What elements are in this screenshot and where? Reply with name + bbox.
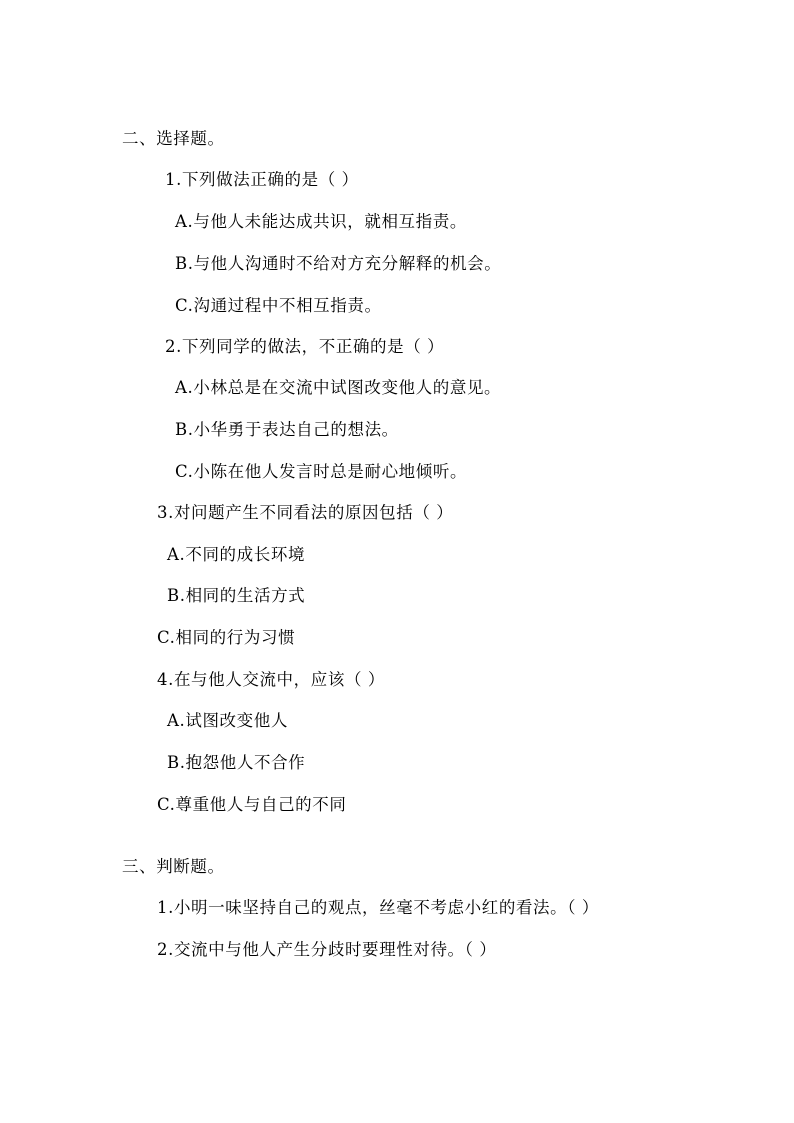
question-4-option-b: B.抱怨他人不合作 [167, 753, 306, 772]
question-2-option-c: C.小陈在他人发言时总是耐心地倾听。 [175, 462, 468, 481]
question-1-option-a: A.与他人未能达成共识，就相互指责。 [175, 212, 467, 231]
question-4-stem: 4.在与他人交流中，应该（ ） [157, 670, 385, 689]
question-2-option-b: B.小华勇于表达自己的想法。 [175, 420, 399, 439]
section-heading-judgement: 三、判断题。 [122, 857, 225, 876]
question-1-option-b: B.与他人沟通时不给对方充分解释的机会。 [175, 254, 502, 273]
question-3-option-c: C.相同的行为习惯 [157, 628, 296, 647]
question-4-option-c: C.尊重他人与自己的不同 [157, 795, 347, 814]
question-2-option-a: A.小林总是在交流中试图改变他人的意见。 [175, 378, 502, 397]
question-1-stem: 1.下列做法正确的是（ ） [165, 170, 359, 189]
judgement-item-1: 1.小明一味坚持自己的观点，丝毫不考虑小红的看法。（ ） [157, 898, 600, 917]
judgement-item-2: 2.交流中与他人产生分歧时要理性对待。（ ） [157, 940, 497, 959]
question-4-option-a: A.试图改变他人 [167, 711, 288, 730]
question-3-stem: 3.对问题产生不同看法的原因包括（ ） [157, 503, 454, 522]
question-2-stem: 2.下列同学的做法，不正确的是（ ） [165, 337, 445, 356]
question-3-option-b: B.相同的生活方式 [167, 586, 306, 605]
question-1-option-c: C.沟通过程中不相互指责。 [175, 296, 382, 315]
question-3-option-a: A.不同的成长环境 [167, 545, 306, 564]
section-heading-choice: 二、选择题。 [122, 129, 225, 148]
